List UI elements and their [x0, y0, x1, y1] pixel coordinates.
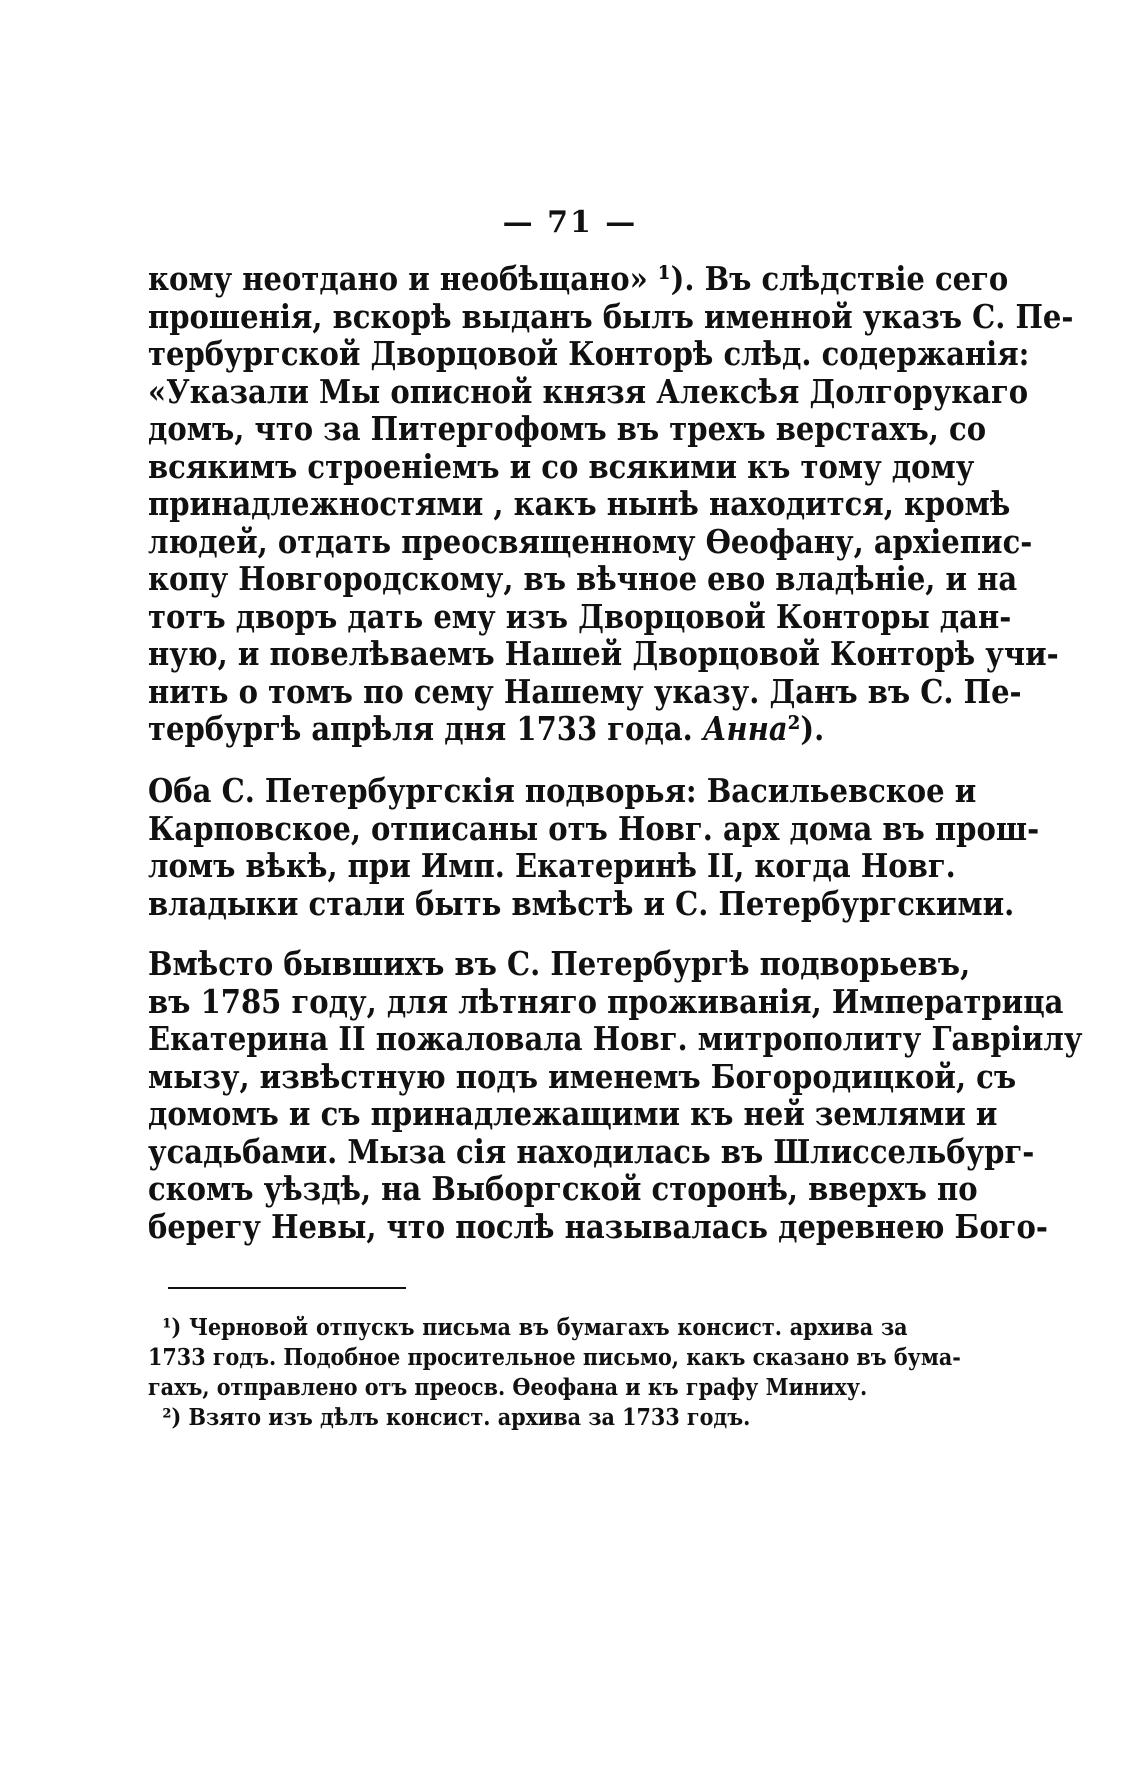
- paragraph-line: Вмѣсто бывшихъ въ С. Петербургѣ подворьевъ,: [148, 944, 971, 983]
- paragraph-3: [148, 944, 1083, 1246]
- paragraph-line-text: тербургѣ апрѣля дня 1733 года.: [148, 709, 703, 748]
- paragraph-line: усадьбами. Мыза сія находилась въ Шлиссельбург-: [148, 1131, 1035, 1171]
- paragraph-last-line: [148, 710, 907, 748]
- paragraph-line: «Указали Мы описной князя Алексѣя Долгорукаго: [148, 371, 1029, 411]
- paragraph-line: нить о томъ по сему Нашему указу. Данъ въ С. Пе-: [148, 671, 1022, 711]
- paragraph-line: мызу, извѣстную подъ именемъ Богородицкой, съ: [148, 1056, 1017, 1096]
- paragraph-line: тотъ дворъ дать ему изъ Дворцовой Конторы дан-: [148, 596, 1012, 636]
- paragraph-line: прошенія, вскорѣ выданъ былъ именной указъ С. Пе-: [148, 296, 1074, 336]
- paragraph-line: скомъ уѣздѣ, на Выборгской сторонѣ, вверхъ по: [148, 1169, 978, 1208]
- footnote-ref: ²).: [787, 709, 825, 748]
- footnote-1-line: ¹) Черновой отпускъ письма въ бумагахъ консист. архива за: [162, 1314, 908, 1341]
- paragraph-line: ломъ вѣкѣ, при Имп. Екатеринѣ II, когда Новг.: [148, 846, 956, 885]
- paragraph-line: ную, и повелѣваемъ Нашей Дворцовой Конторѣ учи-: [148, 634, 1059, 673]
- paragraph-line: владыки стали быть вмѣстѣ и С. Петербургскими.: [148, 883, 1015, 923]
- paragraph-line: кому неотдано и необѣщано» ¹). Въ слѣдствіе сего: [148, 259, 1009, 298]
- paragraph-2: [148, 771, 1040, 923]
- paragraph-line: принадлежностями , какъ нынѣ находится, кромѣ: [148, 484, 1011, 523]
- paragraph-line: людей, отдать преосвященному Ѳеофану, архіепис-: [148, 521, 1033, 561]
- footnote-1-line: 1733 годъ. Подобное просительное письмо, какъ сказано въ бума-: [148, 1344, 961, 1371]
- paragraph-line: тербургской Дворцовой Конторѣ слѣд. содержанія:: [148, 334, 1030, 373]
- paragraph-line: берегу Невы, что послѣ называлась деревнею Бого-: [148, 1206, 1048, 1246]
- paragraph-line: Оба С. Петербургскія подворья: Васильевское и: [148, 771, 977, 810]
- signature-anna: Анна: [702, 709, 788, 748]
- paragraph-line: копу Новгородскому, въ вѣчное ево владѣніе, и на: [148, 559, 1018, 598]
- footnotes: [148, 1313, 961, 1433]
- paragraph-line: домомъ и съ принадлежащими къ ней землями и: [148, 1094, 998, 1133]
- paragraph-1: [148, 259, 1074, 748]
- paragraph-line: домъ, что за Питергофомъ въ трехъ верстахъ, со: [148, 409, 987, 448]
- footnote-1-line: гахъ, отправлено отъ преосв. Ѳеофана и къ графу Миниху.: [148, 1374, 868, 1401]
- paragraph-line: въ 1785 году, для лѣтняго проживанія, Императрица: [148, 981, 1064, 1021]
- footnote-2-line: ²) Взято изъ дѣлъ консист. архива за 1733 годъ.: [162, 1404, 751, 1431]
- paragraph-line: всякимъ строеніемъ и со всякими къ тому дому: [148, 446, 975, 486]
- paragraph-line: Екатерина II пожаловала Новг. митрополиту Гавріилу: [148, 1019, 1083, 1058]
- page-number: — 71 —: [502, 205, 638, 240]
- paragraph-line: Карповское, отписаны отъ Новг. арх дома въ прош-: [148, 808, 1040, 848]
- footnote-divider: [168, 1287, 406, 1289]
